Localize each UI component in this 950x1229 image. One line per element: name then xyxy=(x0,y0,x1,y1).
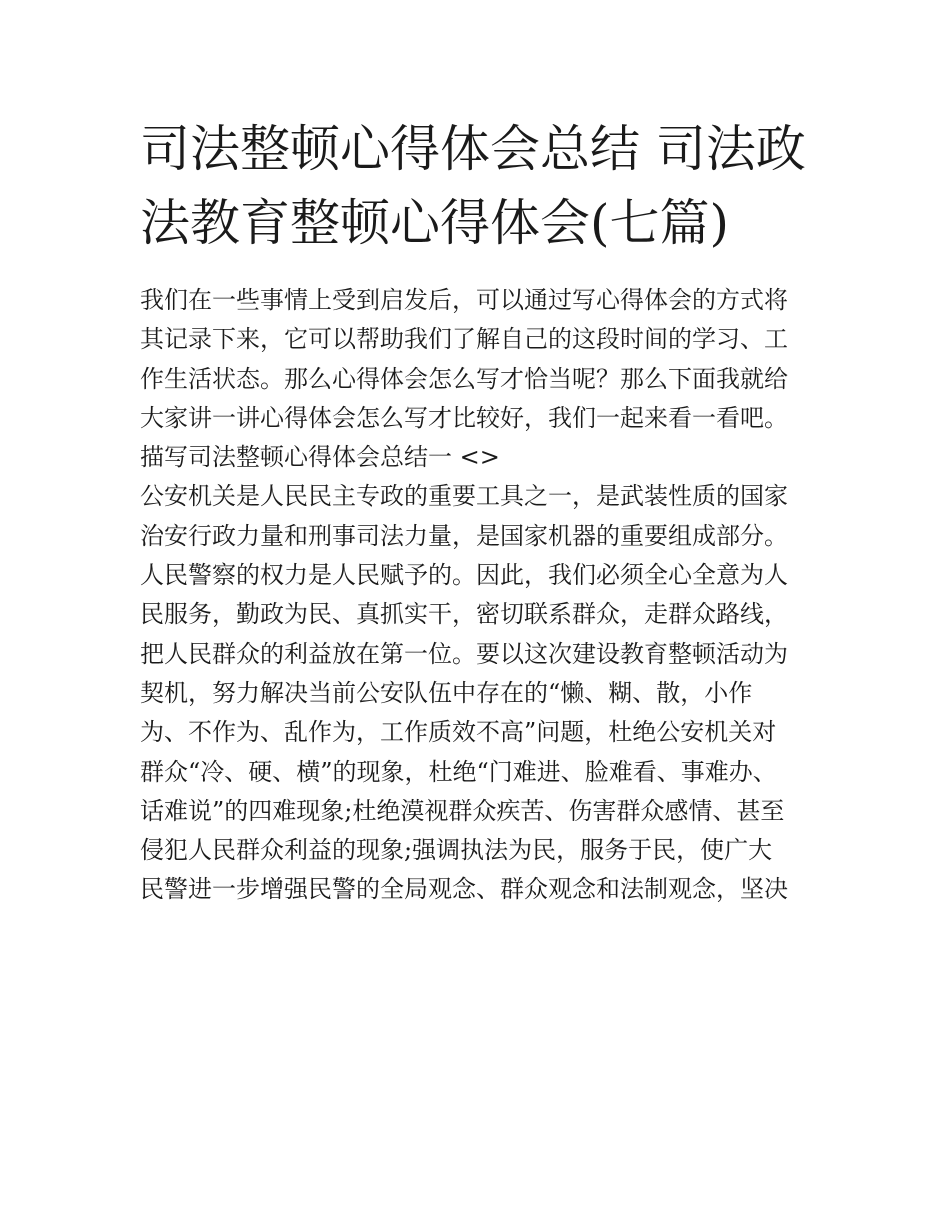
body-line: 大家讲一讲心得体会怎么写才比较好，我们一起来看一看吧。 xyxy=(140,403,788,432)
body-line: 契机，努力解决当前公安队伍中存在的“懒、糊、散，小作 xyxy=(140,678,753,707)
body-line: 公安机关是人民民主专政的重要工具之一，是武装性质的国家 xyxy=(140,482,788,511)
title-line: 司法整顿心得体会总结 司法政 xyxy=(140,120,806,178)
body-line: 把人民群众的利益放在第一位。要以这次建设教育整顿活动为 xyxy=(140,639,788,668)
body-line: 人民警察的权力是人民赋予的。因此，我们必须全心全意为人 xyxy=(140,561,788,590)
body-line: 话难说”的四难现象;杜绝漠视群众疾苦、伤害群众感情、甚至 xyxy=(140,796,785,825)
title-line: 法教育整顿心得体会(七篇) xyxy=(140,194,730,252)
body-line: 作生活状态。那么心得体会怎么写才恰当呢？那么下面我就给 xyxy=(140,364,788,393)
body-line: 民警进一步增强民警的全局观念、群众观念和法制观念，坚决 xyxy=(140,875,788,904)
body-line: 民服务，勤政为民、真抓实干，密切联系群众，走群众路线， xyxy=(140,600,788,629)
body-line: 治安行政力量和刑事司法力量，是国家机器的重要组成部分。 xyxy=(140,521,788,550)
body-line: 侵犯人民群众利益的现象;强调执法为民，服务于民，使广大 xyxy=(140,836,773,865)
body-line: 为、不作为、乱作为，工作质效不高”问题，杜绝公安机关对 xyxy=(140,718,777,747)
document-title xyxy=(140,112,830,260)
body-line: 其记录下来，它可以帮助我们了解自己的这段时间的学习、工 xyxy=(140,325,788,354)
document-body xyxy=(140,281,830,910)
body-line: 群众“冷、硬、横”的现象，杜绝“门难进、脸难看、事难办、 xyxy=(140,757,777,786)
body-line: 我们在一些事情上受到启发后，可以通过写心得体会的方式将 xyxy=(140,286,788,314)
section-heading: 描写司法整顿心得体会总结一 <> xyxy=(140,443,500,472)
